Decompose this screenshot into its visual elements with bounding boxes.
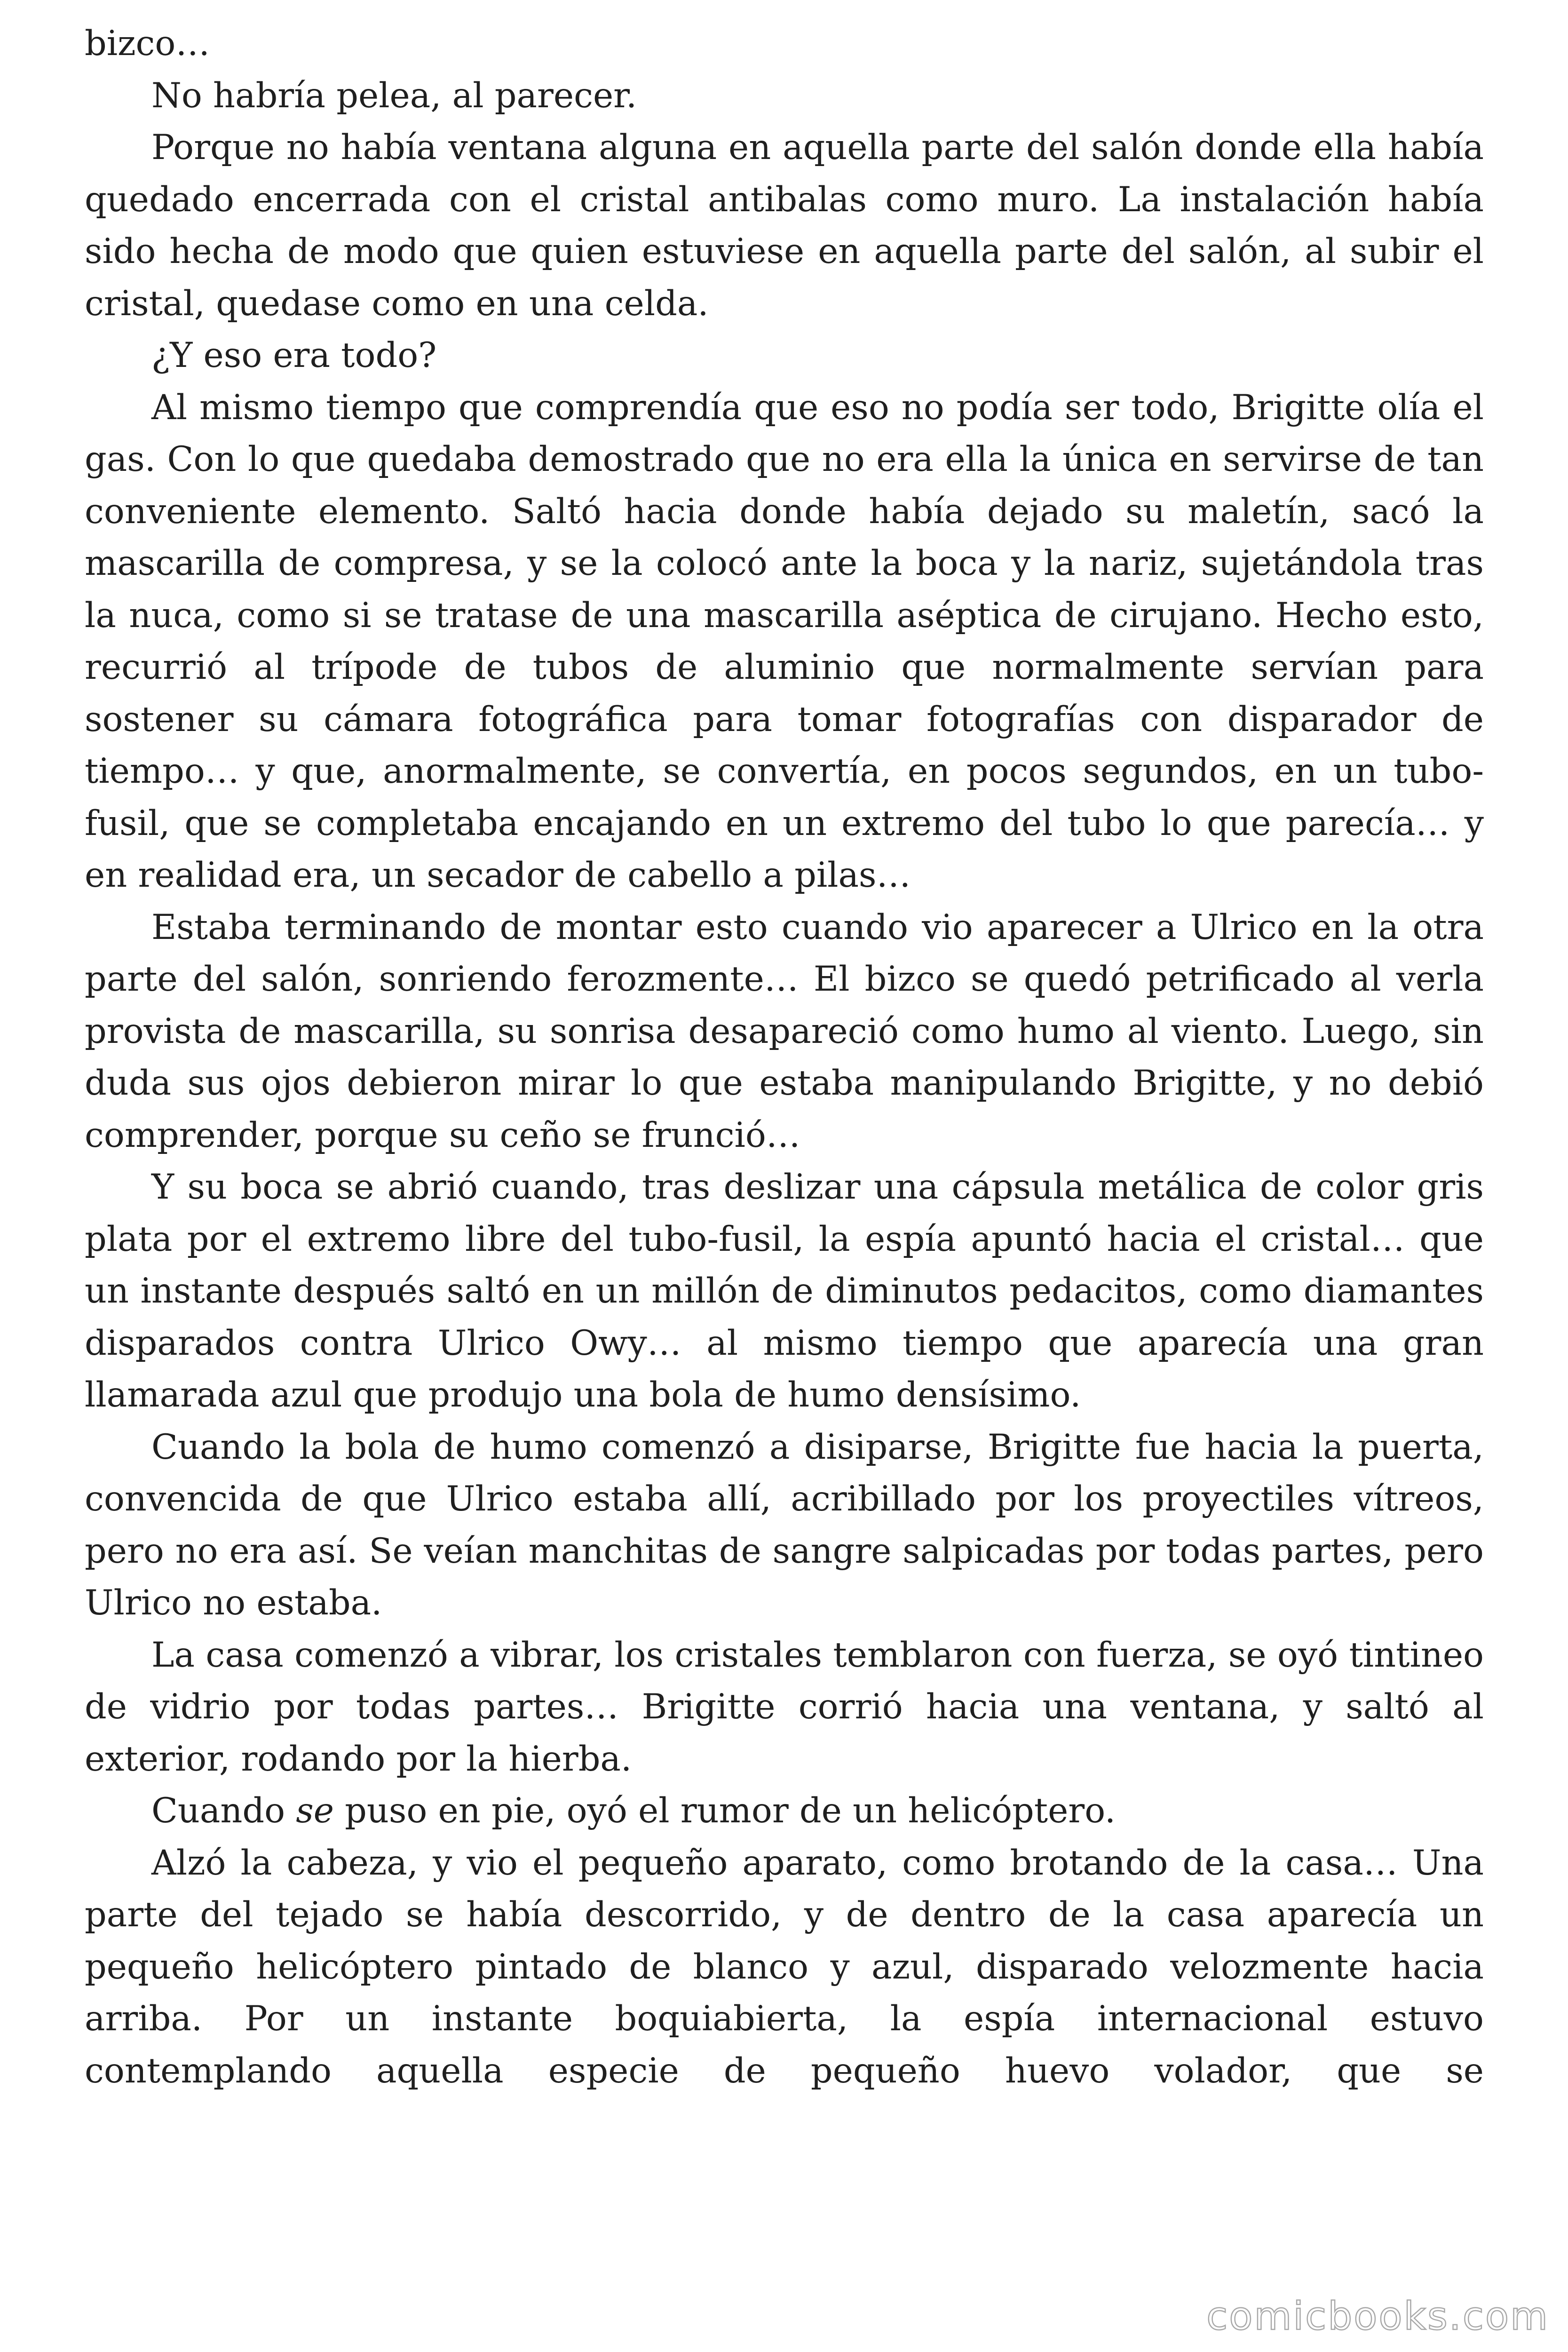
paragraph-10-start: Cuando xyxy=(151,1791,296,1831)
paragraph-2: No habría pelea, al parecer. xyxy=(151,75,637,116)
paragraph-5: Al mismo tiempo que comprendía que eso no podía ser todo, Brigitte olía el gas. Con lo que quedaba demostrado que no era ella la única en servirse de tan conveniente elemento. Saltó hacia donde había dejado su maletín, sacó la mascarilla de compresa, y se la colocó ante la boca y la nariz, sujetándola tras la nuca, como si se tratase de una mascarilla aséptica de cirujano. Hecho esto, recurrió al trípode de tubos de aluminio que normalmente servían para sostener su cámara fotográfica para tomar fotografías con disparador de tiempo… y que, anormalmente, se convertía, en pocos segundos, en un tubo-fusil, que se completaba encajando en un extremo del tubo lo que parecía… y en realidad era, un secador de cabello a pilas… xyxy=(85,387,1484,895)
paragraph-4: ¿Y eso era todo? xyxy=(151,335,437,375)
paragraph-3: Porque no había ventana alguna en aquella parte del salón donde ella había quedado encerrada con el cristal antibalas como muro. La instalación había sido hecha de modo que quien estuviese en aquella parte del salón, al subir el cristal, quedase como en una celda. xyxy=(85,127,1484,324)
paragraph-10 xyxy=(85,1785,1484,1837)
emphasis-text: se xyxy=(296,1791,334,1831)
paragraph-9: La casa comenzó a vibrar, los cristales temblaron con fuerza, se oyó tintineo de vidrio por todas partes… Brigitte corrió hacia una ventana, y saltó al exterior, rodando por la hierba. xyxy=(85,1635,1484,1779)
paragraph-1: bizco… xyxy=(85,24,210,64)
paragraph-6: Estaba terminando de montar esto cuando vio aparecer a Ulrico en la otra parte del salón, sonriendo ferozmente… El bizco se quedó petrificado al verla provista de mascarilla, su sonrisa desapareció como humo al viento. Luego, sin duda sus ojos debieron mirar lo que estaba manipulando Brigitte, y no debió comprender, porque su ceño se frunció… xyxy=(85,907,1484,1155)
page-body xyxy=(85,18,1484,2097)
paragraph-11: Alzó la cabeza, y vio el pequeño aparato, como brotando de la casa… Una parte del tejado se había descorrido, y de dentro de la casa aparecía un pequeño helicóptero pintado de blanco y azul, disparado velozmente hacia arriba. Por un instante boquiabierta, la espía internacional estuvo contemplando aquella especie de pequeño huevo volador, que se xyxy=(85,1843,1484,2091)
paragraph-8: Cuando la bola de humo comenzó a disiparse, Brigitte fue hacia la puerta, convencida de que Ulrico estaba allí, acribillado por los proyectiles vítreos, pero no era así. Se veían manchitas de sangre salpicadas por todas partes, pero Ulrico no estaba. xyxy=(85,1427,1484,1623)
paragraph-10-end: puso en pie, oyó el rumor de un helicóptero. xyxy=(333,1791,1116,1831)
watermark-logo: comicbooks.com xyxy=(1206,2294,1549,2339)
paragraph-7: Y su boca se abrió cuando, tras deslizar una cápsula metálica de color gris plata por el extremo libre del tubo-fusil, la espía apuntó hacia el cristal… que un instante después saltó en un millón de diminutos pedacitos, como diamantes disparados contra Ulrico Owy… al mismo tiempo que aparecía una gran llamarada azul que produjo una bola de humo densísimo. xyxy=(85,1167,1484,1415)
